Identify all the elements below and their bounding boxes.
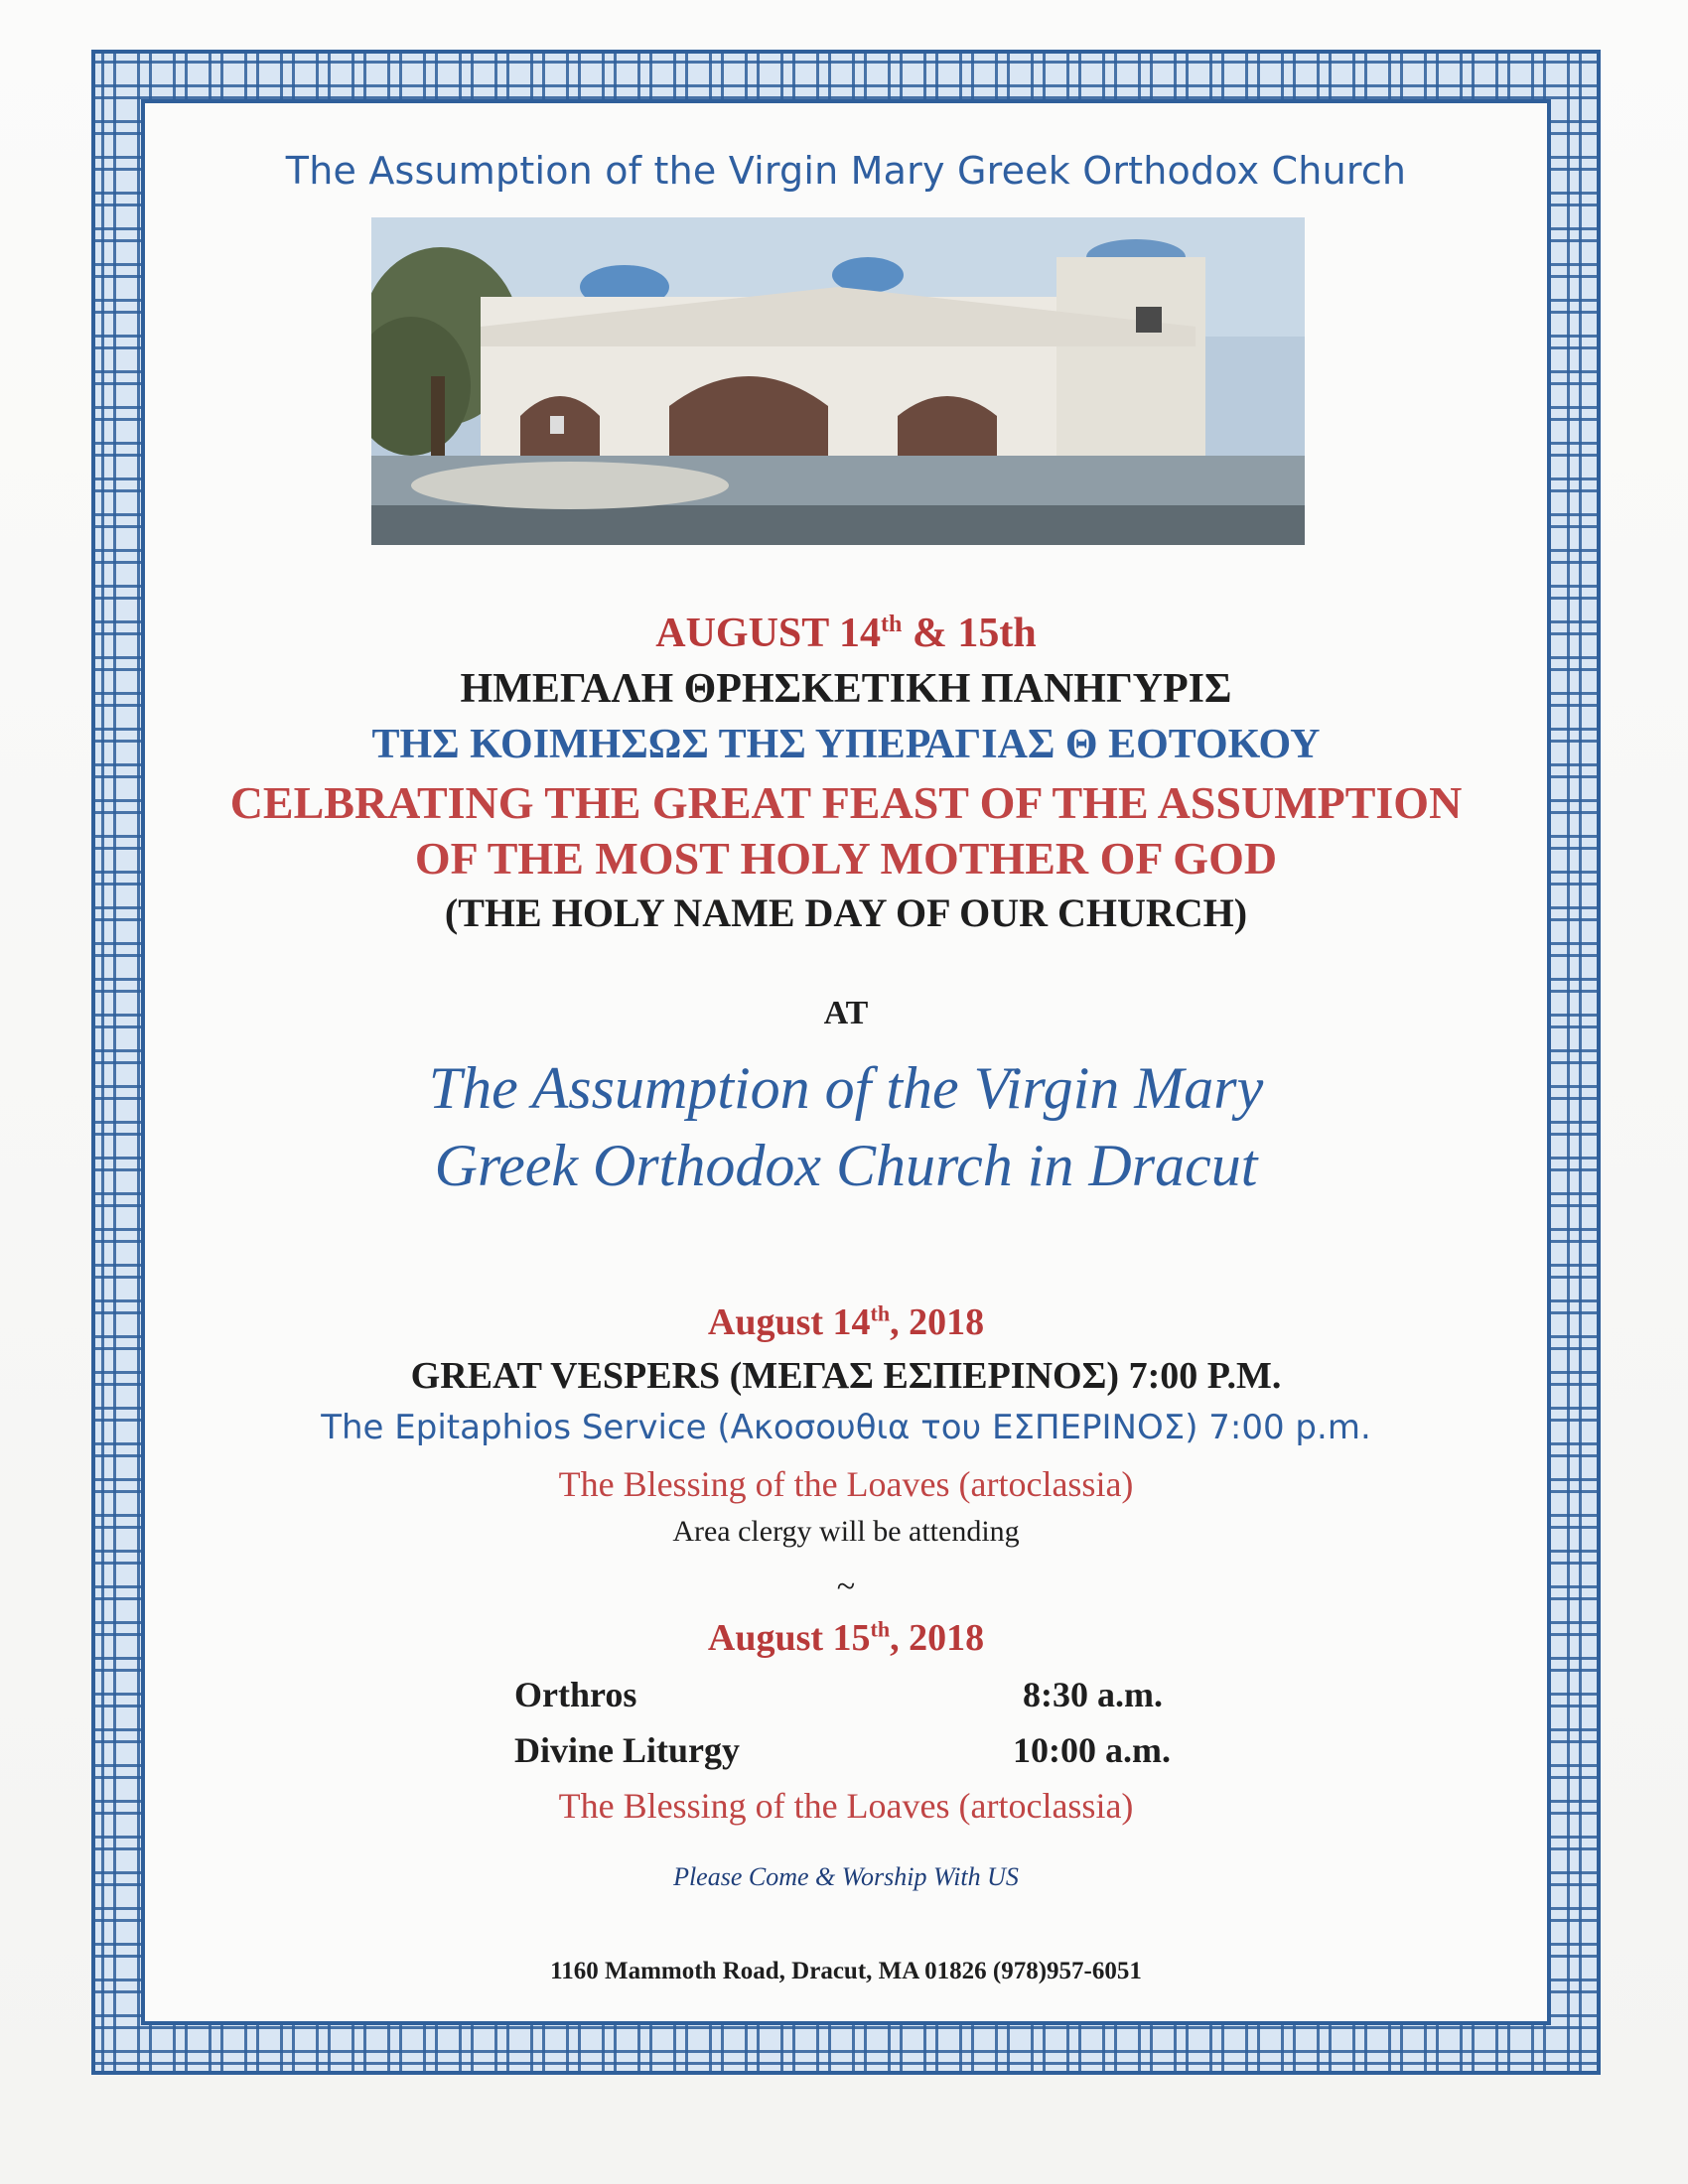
church-address: 1160 Mammoth Road, Dracut, MA 01826 (978)957-6051 (550, 1958, 1142, 1984)
feast-dates-main: AUGUST 14 (655, 611, 882, 656)
church-name-line2: Greek Orthodox Church in Dracut (434, 1133, 1258, 1198)
church-name-line1: The Assumption of the Virgin Mary (428, 1055, 1264, 1121)
day1-date (145, 1300, 1547, 1344)
church-name-header: The Assumption of the Virgin Mary Greek Orthodox Church (285, 149, 1407, 193)
flyer-content (145, 103, 1547, 2021)
day1-date-sup: th (870, 1300, 891, 1326)
church-photo (371, 217, 1305, 545)
blessing-loaves-day1: The Blessing of the Loaves (artoclassia) (558, 1464, 1134, 1504)
greek-title-line1: ΗΜΕΓΑΛΗ ΘΡΗΣΚΕΤΙΚΗ ΠΑΝΗΓΥΡΙΣ (460, 666, 1232, 712)
feast-dates-rest: & 15th (902, 611, 1037, 656)
feast-dates-sup: th (881, 612, 903, 637)
blessing-loaves-day2: The Blessing of the Loaves (artoclassia) (558, 1786, 1134, 1826)
day2-date-sup: th (870, 1616, 891, 1642)
worship-invitation: Please Come & Worship With US (673, 1862, 1019, 1891)
divine-liturgy-time: 10:00 a.m. (1013, 1730, 1171, 1770)
greek-title-line2: ΤΗΣ ΚΟΙΜΗΣΩΣ ΤΗΣ ΥΠΕΡΑΓΙΑΣ Θ ΕΟΤΟΚΟΥ (371, 722, 1321, 767)
english-title-line2: OF THE MOST HOLY MOTHER OF GOD (414, 833, 1278, 884)
clergy-note: Area clergy will be attending (672, 1515, 1020, 1548)
english-title-line1: CELBRATING THE GREAT FEAST OF THE ASSUMPTION (229, 777, 1463, 828)
church-building-image (371, 217, 1305, 545)
orthros-label: Orthros (514, 1675, 637, 1714)
day2-date-rest: , 2018 (890, 1617, 985, 1659)
great-vespers-line: GREAT VESPERS (ΜΕΓΑΣ ΕΣΠΕΡΙΝΟΣ) 7:00 P.M. (410, 1355, 1282, 1397)
divine-liturgy-label: Divine Liturgy (514, 1730, 741, 1770)
feast-dates (145, 610, 1547, 657)
name-day-subtitle: (THE HOLY NAME DAY OF OUR CHURCH) (444, 890, 1248, 935)
epitaphios-line: The Epitaphios Service (Ακοσουθια του ΕΣΠΕΡΙΝΟΣ) 7:00 p.m. (321, 1408, 1371, 1447)
day1-date-rest: , 2018 (890, 1301, 985, 1343)
day2-date (145, 1616, 1547, 1660)
section-separator: ~ (836, 1569, 856, 1605)
at-label: AT (823, 995, 869, 1031)
day2-date-main: August 15 (707, 1617, 871, 1659)
orthros-time: 8:30 a.m. (1023, 1675, 1163, 1714)
day1-date-main: August 14 (707, 1301, 871, 1343)
